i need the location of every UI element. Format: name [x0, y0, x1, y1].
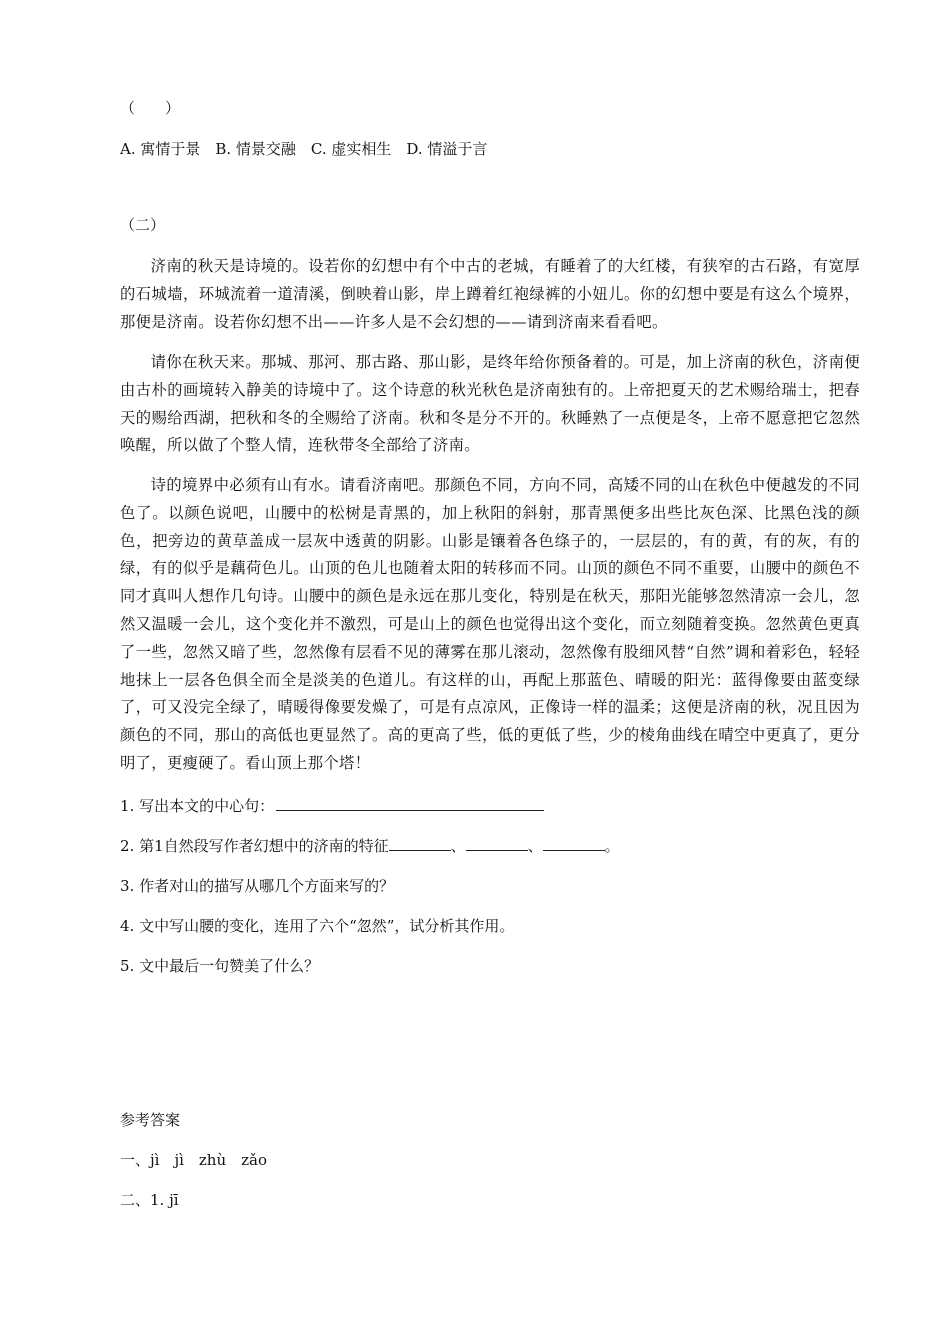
section-heading: （二）: [120, 216, 166, 234]
answer-line-1: 一、jì jì zhù zǎo: [120, 1151, 267, 1169]
question-2: [120, 836, 620, 856]
answer-blank[interactable]: [466, 836, 528, 851]
question-options: A. 寓情于景 B. 情景交融 C. 虚实相生 D. 情溢于言: [120, 140, 488, 158]
question-4: 4. 文中写山腰的变化，连用了六个“忽然”，试分析其作用。: [120, 917, 515, 935]
separator: 、: [527, 837, 543, 855]
answer-blank[interactable]: [543, 836, 605, 851]
passage-paragraph-3: 诗的境界中必须有山有水。请看济南吧。那颜色不同，方向不同，高矮不同的山在秋色中便越发的不同色了。以颜色说吧，山腰中的松树是青黑的，加上秋阳的斜射，那青黑便多出些比灰色深、比黑色浅的颜色，把旁边的黄草盖成一层灰中透黄的阴影。山影是镶着各色绦子的，一层层的，有的黄，有的灰，有的绿，有的似乎是藕荷色儿。山顶的色儿也随着太阳的转移而不同。山顶的颜色不同不重要，山腰中的颜色不同才真叫人想作几句诗。山腰中的颜色是永远在那儿变化，特别是在秋天，那阳光能够忽然清凉一会儿，忽然又温暖一会儿，这个变化并不激烈，可是山上的颜色也觉得出这个变化，而立刻随着变换。忽然黄色更真了一些，忽然又暗了些，忽然像有层看不见的薄雾在那儿滚动，忽然像有股细风替“自然”调和着彩色，轻轻地抹上一层各色俱全而全是淡美的色道儿。有这样的山，再配上那蓝色、晴暖的阳光：蓝得像要由蓝变绿了，可又没完全绿了，晴暖得像要发燥了，可是有点凉风，正像诗一样的温柔；这便是济南的秋，况且因为颜色的不同，那山的高低也更显然了。高的更高了些，低的更低了些，少的棱角曲线在晴空中更真了，更分明了，更瘦硬了。看山顶上那个塔！: [120, 476, 860, 772]
passage-paragraph-2: 请你在秋天来。那城、那河、那古路、那山影，是终年给你预备着的。可是，加上济南的秋色，济南便由古朴的画境转入静美的诗境中了。这个诗意的秋光秋色是济南独有的。上帝把夏天的艺术赐给瑞士，把春天的赐给西湖，把秋和冬的全赐给了济南。秋和冬是分不开的。秋睡熟了一点便是冬，上帝不愿意把它忽然唤醒，所以做了个整人情，连秋带冬全部给了济南。: [120, 353, 860, 455]
passage-paragraph-1: 济南的秋天是诗境的。设若你的幻想中有个中古的老城，有睡着了的大红楼，有狭窄的古石路，有宽厚的石城墙，环城流着一道清溪，倒映着山影，岸上蹲着红袍绿裤的小妞儿。你的幻想中要是有这么个境界，那便是济南。设若你幻想不出——许多人是不会幻想的——请到济南来看看吧。: [120, 257, 860, 331]
answer-line-2: 二、1. jī: [120, 1191, 179, 1209]
question-1: [120, 796, 544, 816]
separator: 、: [450, 837, 466, 855]
question-3: 3. 作者对山的描写从哪几个方面来写的？: [120, 877, 395, 895]
question-5: 5. 文中最后一句赞美了什么？: [120, 957, 320, 975]
answer-blank[interactable]: [389, 836, 451, 851]
question-2-text: 2. 第1自然段写作者幻想中的济南的特征: [120, 837, 389, 855]
period: 。: [604, 837, 620, 855]
answer-blank[interactable]: [276, 796, 544, 811]
question-1-text: 1. 写出本文的中心句：: [120, 797, 275, 815]
answers-heading: 参考答案: [120, 1111, 181, 1129]
answer-bracket: （ ）: [120, 99, 181, 117]
